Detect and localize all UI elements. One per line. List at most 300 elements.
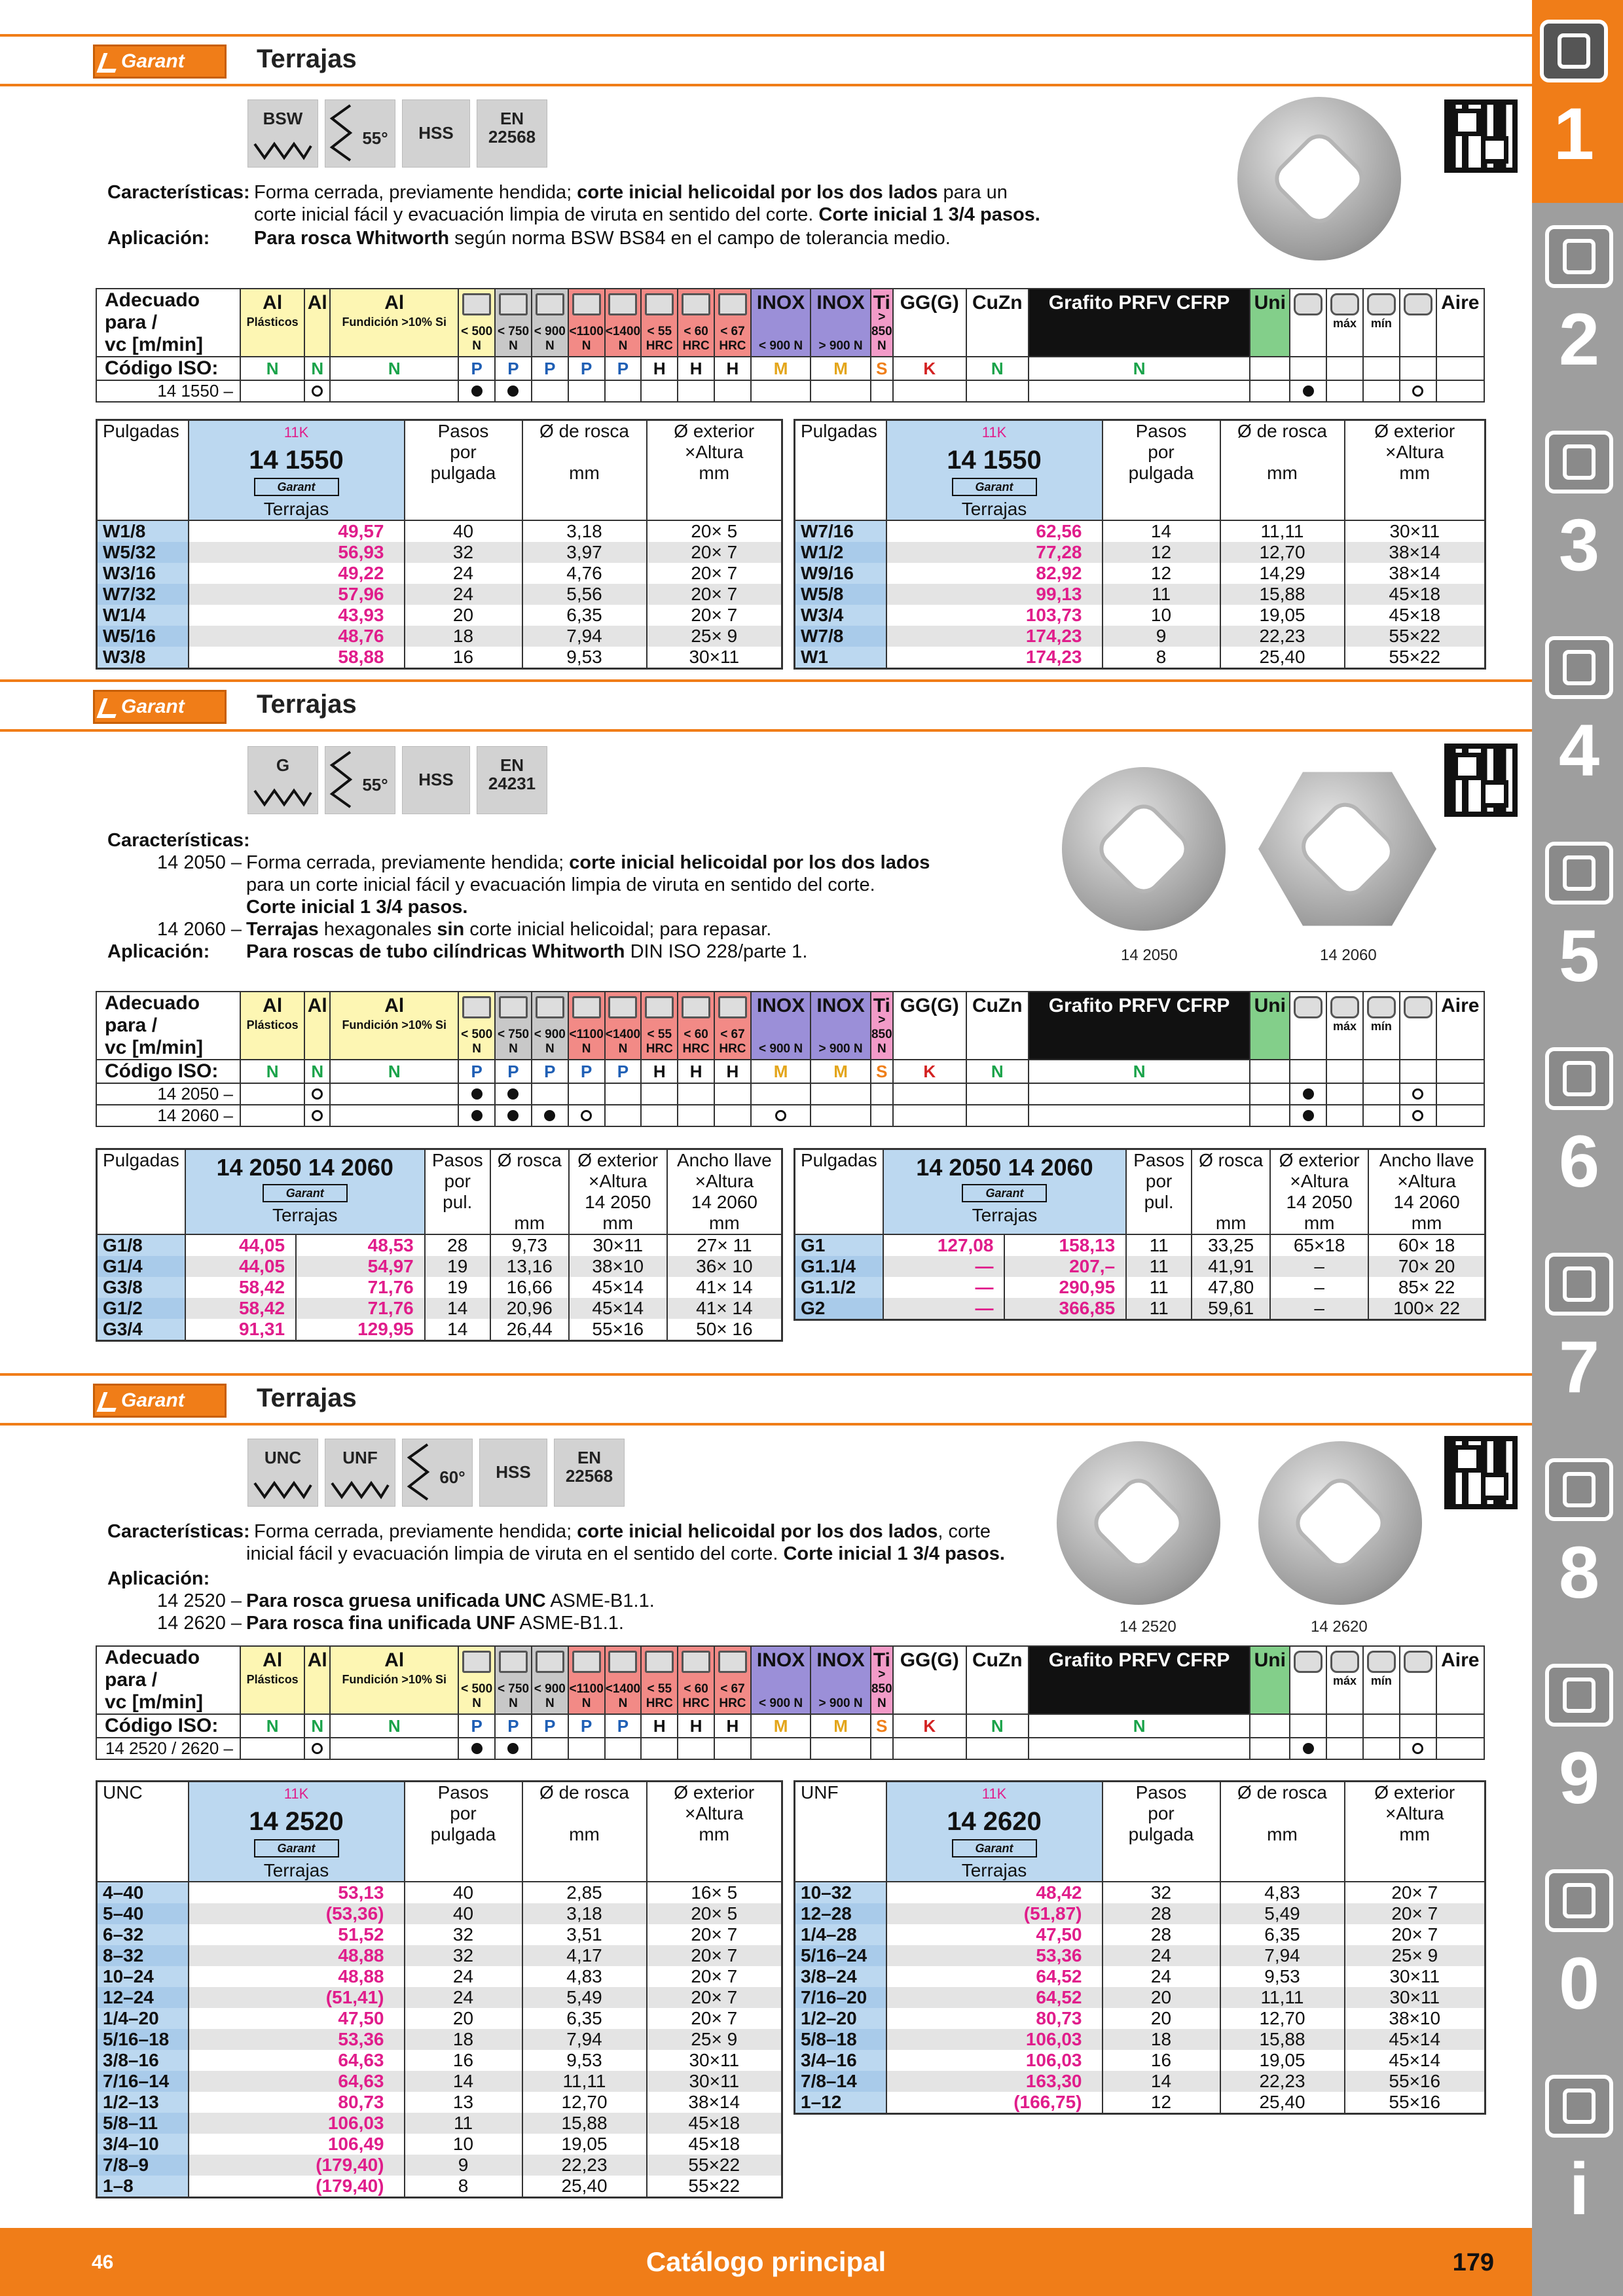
sidebar-chapter-5[interactable] bbox=[1537, 822, 1618, 1025]
col-header-pitch: Pasos por pulgada bbox=[1103, 420, 1220, 521]
iso-code: P bbox=[495, 1060, 532, 1083]
iso-code: H bbox=[641, 1060, 678, 1083]
table-row: G2 — 366,85 11 59,61 – 100× 22 bbox=[795, 1298, 1486, 1320]
section-divider bbox=[0, 34, 1532, 37]
steel-profile-icon bbox=[682, 1651, 710, 1673]
col-header-pitch: Pasos por pulgada bbox=[405, 1782, 522, 1882]
suitability-mark bbox=[678, 1105, 714, 1126]
table-row: 5/8–18 106,03 18 15,88 45×14 bbox=[795, 2029, 1486, 2050]
suitability-mark bbox=[751, 1738, 811, 1759]
iso-code: H bbox=[641, 357, 678, 380]
iso-code: N bbox=[966, 1060, 1029, 1083]
material-col: < 750 N bbox=[495, 1646, 532, 1714]
table-row: W5/8 99,13 11 15,88 45×18 bbox=[795, 584, 1486, 605]
table-row: 12–28 (51,87) 28 5,49 20× 7 bbox=[795, 1903, 1486, 1924]
table-row: G1/2 58,42 71,76 14 20,96 45×14 41× 14 bbox=[97, 1298, 782, 1319]
sidebar-chapter-4[interactable] bbox=[1537, 617, 1618, 819]
round-die-image bbox=[1237, 97, 1401, 260]
table-row: 1/4–20 47,50 20 6,35 20× 7 bbox=[97, 2008, 782, 2029]
col-header-size: Pulgadas bbox=[97, 1149, 185, 1235]
iso-code: N bbox=[966, 357, 1029, 380]
iso-code bbox=[1436, 1060, 1484, 1083]
table-row: W1/2 77,28 12 12,70 38×14 bbox=[795, 542, 1486, 563]
iso-code bbox=[1290, 357, 1326, 380]
suitability-mark bbox=[751, 1105, 811, 1126]
caracteristicas-text-2: para un corte inicial fácil y evacuación limpia de viruta en sentido del corte. bbox=[246, 874, 875, 895]
table-row: 7/16–20 64,52 20 11,11 30×11 bbox=[795, 1987, 1486, 2008]
col-header-diameter: Ø rosca mm bbox=[490, 1149, 569, 1235]
image-caption: 14 2520 bbox=[1120, 1618, 1176, 1636]
iso-code: M bbox=[811, 1060, 870, 1083]
qr-code[interactable] bbox=[1444, 99, 1518, 173]
sidebar-chapter-info[interactable] bbox=[1537, 2055, 1618, 2258]
chapter-number: 9 bbox=[1558, 1737, 1600, 1819]
steel-profile-icon bbox=[536, 996, 564, 1018]
iso-code bbox=[1290, 1060, 1326, 1083]
iso-code: P bbox=[532, 357, 568, 380]
material-col: mín bbox=[1363, 289, 1400, 357]
iso-code: P bbox=[568, 1060, 605, 1083]
coolant-icon bbox=[1404, 1651, 1432, 1673]
aplicacion-text: Para rosca Whitworth según norma BSW BS84 en el campo de tolerancia medio. bbox=[254, 228, 951, 249]
material-col: Al Plásticos bbox=[240, 289, 304, 357]
sidebar-chapter-9[interactable] bbox=[1537, 1644, 1618, 1847]
material-badge-hss: HSS bbox=[402, 746, 470, 814]
material-col bbox=[1400, 289, 1436, 357]
col-header-outer: Ø exterior ×Altura mm bbox=[647, 1782, 782, 1882]
sidebar-chapter-1[interactable] bbox=[1532, 0, 1623, 203]
material-col: < 900 N bbox=[532, 1646, 568, 1714]
suit-label: Adecuado para / vc [m/min] bbox=[96, 1646, 240, 1714]
chapter-icon bbox=[1545, 1253, 1613, 1316]
iso-code: H bbox=[714, 357, 751, 380]
suitability-mark bbox=[568, 380, 605, 402]
material-col: Al Fundición >10% Si bbox=[330, 289, 458, 357]
aplicacion-text: Para rosca gruesa unificada UNC ASME-B1.1. bbox=[246, 1590, 655, 1611]
material-col: Grafito PRFV CFRP bbox=[1029, 992, 1250, 1060]
steel-profile-icon bbox=[682, 996, 710, 1018]
table-row: W9/16 82,92 12 14,29 38×14 bbox=[795, 563, 1486, 584]
suitability-mark bbox=[966, 1738, 1029, 1759]
suitability-mark bbox=[304, 1083, 330, 1105]
suitability-mark bbox=[495, 1083, 532, 1105]
thread-badge-g: G bbox=[247, 746, 318, 814]
material-col: Al bbox=[304, 992, 330, 1060]
iso-code: N bbox=[966, 1714, 1029, 1738]
col-header-size: UNC bbox=[97, 1782, 189, 1882]
suitability-mark bbox=[1250, 1083, 1290, 1105]
steel-profile-icon bbox=[682, 293, 710, 315]
sidebar-chapter-3[interactable] bbox=[1537, 411, 1618, 614]
steel-profile-icon bbox=[499, 996, 528, 1018]
steel-profile-icon bbox=[645, 293, 674, 315]
chapter-number: 8 bbox=[1558, 1532, 1600, 1613]
material-col: < 750 N bbox=[495, 992, 532, 1060]
angle-icon bbox=[328, 751, 354, 808]
table-row: 5/16–18 53,36 18 7,94 25× 9 bbox=[97, 2029, 782, 2050]
sidebar-chapter-2[interactable] bbox=[1537, 206, 1618, 408]
chapter-icon bbox=[1545, 1869, 1613, 1932]
table-row: 5/16–24 53,36 24 7,94 25× 9 bbox=[795, 1945, 1486, 1966]
material-badge-hss: HSS bbox=[479, 1439, 547, 1507]
section-divider bbox=[0, 729, 1532, 732]
table-row: 7/16–14 64,63 14 11,11 30×11 bbox=[97, 2071, 782, 2092]
suitability-mark bbox=[1250, 1738, 1290, 1759]
iso-code: H bbox=[641, 1714, 678, 1738]
steel-profile-icon bbox=[718, 293, 747, 315]
coolant-icon bbox=[1330, 1651, 1359, 1673]
iso-code bbox=[1436, 357, 1484, 380]
coolant-icon bbox=[1404, 996, 1432, 1018]
suitability-mark bbox=[330, 380, 458, 402]
chapter-number: 4 bbox=[1558, 709, 1600, 791]
suit-label: Adecuado para / vc [m/min] bbox=[96, 289, 240, 357]
steel-profile-icon bbox=[718, 996, 747, 1018]
material-col: Al bbox=[304, 1646, 330, 1714]
material-col: Grafito PRFV CFRP bbox=[1029, 1646, 1250, 1714]
chapter-number: 2 bbox=[1558, 298, 1600, 380]
suitability-mark bbox=[1290, 1083, 1326, 1105]
suitability-mark bbox=[1400, 1083, 1436, 1105]
suitability-mark bbox=[240, 1083, 304, 1105]
material-col: máx bbox=[1326, 289, 1363, 357]
product-table-bsw-left bbox=[96, 419, 783, 670]
iso-code: N bbox=[1029, 1714, 1250, 1738]
suitability-mark bbox=[1290, 380, 1326, 402]
col-header-wrench: Ancho llave ×Altura 14 2060 mm bbox=[1368, 1149, 1485, 1235]
suitability-mark bbox=[1436, 1083, 1484, 1105]
qr-code[interactable] bbox=[1444, 1436, 1518, 1509]
suitability-mark bbox=[811, 1105, 870, 1126]
chapter-icon bbox=[1545, 842, 1613, 905]
suitability-mark bbox=[1326, 1083, 1363, 1105]
table-row: 6–32 51,52 32 3,51 20× 7 bbox=[97, 1924, 782, 1945]
col-header-wrench: Ancho llave ×Altura 14 2060 mm bbox=[667, 1149, 782, 1235]
suitability-mark bbox=[1400, 380, 1436, 402]
coolant-icon bbox=[1330, 293, 1359, 315]
iso-code bbox=[1363, 1714, 1400, 1738]
suitability-mark bbox=[532, 1105, 568, 1126]
chapter-number: 7 bbox=[1558, 1326, 1600, 1408]
col-header-diameter: Ø de rosca mm bbox=[1220, 420, 1345, 521]
material-col: < 67 HRC bbox=[714, 289, 751, 357]
caracteristicas-line: 14 2060 – bbox=[157, 919, 242, 940]
suitability-mark bbox=[1250, 1105, 1290, 1126]
material-col: <1100 N bbox=[568, 289, 605, 357]
coolant-icon bbox=[1330, 996, 1359, 1018]
table-row: 1/4–28 47,50 28 6,35 20× 7 bbox=[795, 1924, 1486, 1945]
table-row: 5–40 (53,36) 40 3,18 20× 5 bbox=[97, 1903, 782, 1924]
sidebar-chapter-6[interactable] bbox=[1537, 1028, 1618, 1230]
suitability-mark bbox=[605, 1105, 642, 1126]
col-header-pitch: Pasos por pulgada bbox=[1103, 1782, 1220, 1882]
suitability-mark bbox=[1326, 380, 1363, 402]
material-col: <1400 N bbox=[605, 992, 642, 1060]
iso-code: P bbox=[605, 1714, 642, 1738]
product-table-bsw-right bbox=[793, 419, 1486, 670]
image-caption: 14 2620 bbox=[1311, 1618, 1368, 1636]
suitability-mark bbox=[893, 1083, 966, 1105]
iso-code: P bbox=[495, 1714, 532, 1738]
suitability-mark bbox=[714, 380, 751, 402]
steel-profile-icon bbox=[608, 293, 637, 315]
iso-code: P bbox=[532, 1714, 568, 1738]
iso-code: P bbox=[532, 1060, 568, 1083]
material-col bbox=[1290, 289, 1326, 357]
qr-code[interactable] bbox=[1444, 744, 1518, 817]
material-badge-hss: HSS bbox=[402, 99, 470, 168]
col-header-outer: Ø exterior ×Altura 14 2050 mm bbox=[1270, 1149, 1368, 1235]
col-header-size: Pulgadas bbox=[97, 420, 189, 521]
iso-code: K bbox=[893, 357, 966, 380]
caracteristicas-label: Características: bbox=[107, 182, 250, 203]
suitability-mark bbox=[1400, 1105, 1436, 1126]
garant-logo: Garant bbox=[93, 690, 227, 724]
article-code: 14 2050 – bbox=[96, 1083, 240, 1105]
table-row: W3/8 58,88 16 9,53 30×11 bbox=[97, 647, 782, 669]
material-col: Aire bbox=[1436, 992, 1484, 1060]
aplicacion-line: 14 2520 – bbox=[157, 1590, 242, 1611]
suitability-mark bbox=[458, 380, 495, 402]
thread-profile-icon bbox=[253, 787, 312, 807]
suitability-mark bbox=[568, 1083, 605, 1105]
col-header-diameter: Ø de rosca mm bbox=[522, 420, 647, 521]
suitability-mark bbox=[893, 380, 966, 402]
suit-label: Adecuado para / vc [m/min] bbox=[96, 992, 240, 1060]
footer-bar bbox=[0, 2228, 1532, 2296]
material-col: Aire bbox=[1436, 289, 1484, 357]
suitability-mark bbox=[304, 1738, 330, 1759]
iso-code: N bbox=[240, 1714, 304, 1738]
material-col: mín bbox=[1363, 992, 1400, 1060]
material-col: INOX > 900 N bbox=[811, 289, 870, 357]
material-col: < 55 HRC bbox=[641, 992, 678, 1060]
suitability-mark bbox=[678, 380, 714, 402]
iso-code: S bbox=[871, 1060, 893, 1083]
suitability-mark bbox=[1029, 1083, 1250, 1105]
coolant-icon bbox=[1294, 996, 1322, 1018]
caracteristicas-text-2: corte inicial fácil y evacuación limpia de viruta en sentido del corte. Corte inicial 1 3/4 pasos. bbox=[254, 204, 1040, 225]
iso-code: S bbox=[871, 1714, 893, 1738]
section-header-g bbox=[0, 683, 1532, 729]
suitability-mark bbox=[641, 1083, 678, 1105]
material-col: < 900 N bbox=[532, 289, 568, 357]
chapter-icon bbox=[1540, 20, 1608, 82]
table-row: 10–32 48,42 32 4,83 20× 7 bbox=[795, 1882, 1486, 1903]
material-col bbox=[1290, 1646, 1326, 1714]
sidebar-chapter-8[interactable] bbox=[1537, 1439, 1618, 1641]
chapter-number: 0 bbox=[1558, 1943, 1600, 2024]
suitability-mark bbox=[605, 380, 642, 402]
iso-code bbox=[1363, 1060, 1400, 1083]
suitability-mark bbox=[811, 1083, 870, 1105]
iso-code: P bbox=[568, 1714, 605, 1738]
material-col: GG(G) bbox=[893, 1646, 966, 1714]
suitability-mark bbox=[871, 380, 893, 402]
iso-code: P bbox=[458, 357, 495, 380]
caracteristicas-text-4: Terrajas hexagonales sin corte inicial helicoidal; para repasar. bbox=[246, 919, 772, 940]
material-col: < 60 HRC bbox=[678, 992, 714, 1060]
suitability-mark bbox=[240, 1738, 304, 1759]
table-row: G1/8 44,05 48,53 28 9,73 30×11 27× 11 bbox=[97, 1234, 782, 1256]
suitability-mark bbox=[458, 1738, 495, 1759]
steel-profile-icon bbox=[608, 996, 637, 1018]
steel-profile-icon bbox=[645, 996, 674, 1018]
page-number-left: 46 bbox=[92, 2251, 114, 2273]
iso-code: N bbox=[304, 357, 330, 380]
article-code: 14 1550 – bbox=[96, 380, 240, 402]
angle-badge: 55° bbox=[325, 746, 395, 814]
standard-badge: EN 22568 bbox=[554, 1439, 625, 1507]
suitability-mark bbox=[811, 380, 870, 402]
material-col: Ti > 850 N bbox=[871, 289, 893, 357]
col-header-diameter: Ø de rosca mm bbox=[1220, 1782, 1345, 1882]
standard-badge: EN 22568 bbox=[477, 99, 547, 168]
thread-profile-icon bbox=[253, 1480, 312, 1499]
chapter-sidebar bbox=[1532, 0, 1623, 2296]
chapter-number: 5 bbox=[1558, 915, 1600, 997]
suitability-mark bbox=[1029, 380, 1250, 402]
iso-code: P bbox=[495, 357, 532, 380]
table-row: W3/4 103,73 10 19,05 45×18 bbox=[795, 605, 1486, 626]
table-row: G3/8 58,42 71,76 19 16,66 45×14 41× 14 bbox=[97, 1277, 782, 1298]
suitability-mark bbox=[751, 380, 811, 402]
product-table-unc bbox=[96, 1780, 783, 2198]
angle-icon bbox=[405, 1443, 431, 1501]
suitability-mark bbox=[1290, 1105, 1326, 1126]
iso-code bbox=[1250, 1060, 1290, 1083]
aplicacion-text: Para roscas de tubo cilíndricas Whitworth DIN ISO 228/parte 1. bbox=[246, 941, 808, 962]
material-col: < 60 HRC bbox=[678, 289, 714, 357]
iso-code: N bbox=[330, 357, 458, 380]
image-caption: 14 2060 bbox=[1320, 946, 1377, 964]
suitability-mark bbox=[240, 380, 304, 402]
iso-code: M bbox=[751, 357, 811, 380]
iso-label: Código ISO: bbox=[96, 357, 240, 380]
material-col: CuZn bbox=[966, 289, 1029, 357]
section-title: Terrajas bbox=[257, 45, 357, 73]
material-col: Aire bbox=[1436, 1646, 1484, 1714]
steel-profile-icon bbox=[536, 293, 564, 315]
material-col: < 67 HRC bbox=[714, 1646, 751, 1714]
material-col: máx bbox=[1326, 1646, 1363, 1714]
chapter-icon bbox=[1545, 2075, 1613, 2138]
section-divider bbox=[0, 1423, 1532, 1426]
iso-code bbox=[1250, 357, 1290, 380]
section-title: Terrajas bbox=[257, 690, 357, 719]
table-row: 1–8 (179,40) 8 25,40 55×22 bbox=[97, 2176, 782, 2198]
iso-code: N bbox=[304, 1714, 330, 1738]
iso-code: N bbox=[240, 1060, 304, 1083]
chapter-icon bbox=[1545, 225, 1613, 288]
iso-code bbox=[1290, 1714, 1326, 1738]
suitability-mark bbox=[871, 1105, 893, 1126]
iso-code: K bbox=[893, 1714, 966, 1738]
table-row: 8–32 48,88 32 4,17 20× 7 bbox=[97, 1945, 782, 1966]
iso-label: Código ISO: bbox=[96, 1714, 240, 1738]
col-header-size: Pulgadas bbox=[795, 420, 886, 521]
catalog-title: Catálogo principal bbox=[646, 2246, 886, 2277]
aplicacion-label: Aplicación: bbox=[107, 1568, 210, 1589]
coolant-icon bbox=[1294, 293, 1322, 315]
table-row: 4–40 53,13 40 2,85 16× 5 bbox=[97, 1882, 782, 1903]
table-row: W7/32 57,96 24 5,56 20× 7 bbox=[97, 584, 782, 605]
chapter-icon bbox=[1545, 1047, 1613, 1110]
table-row: 3/8–16 64,63 16 9,53 30×11 bbox=[97, 2050, 782, 2071]
standard-badge: EN 24231 bbox=[477, 746, 547, 814]
material-col bbox=[1400, 1646, 1436, 1714]
steel-profile-icon bbox=[536, 1651, 564, 1673]
table-row: W5/32 56,93 32 3,97 20× 7 bbox=[97, 542, 782, 563]
suitability-mark bbox=[1250, 380, 1290, 402]
suitability-mark bbox=[1290, 1738, 1326, 1759]
material-col: < 900 N bbox=[532, 992, 568, 1060]
suitability-table-2 bbox=[96, 991, 1485, 1127]
aplicacion-line: 14 2620 – bbox=[157, 1613, 242, 1634]
suitability-mark bbox=[871, 1083, 893, 1105]
suitability-mark bbox=[751, 1083, 811, 1105]
suitability-mark bbox=[641, 1738, 678, 1759]
article-code: 14 2520 / 2620 – bbox=[96, 1738, 240, 1759]
iso-code: S bbox=[871, 357, 893, 380]
chapter-icon bbox=[1545, 1458, 1613, 1521]
suitability-mark bbox=[811, 1738, 870, 1759]
table-row: W7/8 174,23 9 22,23 55×22 bbox=[795, 626, 1486, 647]
iso-code bbox=[1363, 357, 1400, 380]
coolant-icon bbox=[1294, 1651, 1322, 1673]
material-col: < 750 N bbox=[495, 289, 532, 357]
angle-icon bbox=[328, 104, 354, 162]
angle-badge: 60° bbox=[402, 1439, 473, 1507]
steel-profile-icon bbox=[572, 996, 601, 1018]
material-col: Uni bbox=[1250, 289, 1290, 357]
suitability-mark bbox=[532, 1738, 568, 1759]
steel-profile-icon bbox=[608, 1651, 637, 1673]
iso-code: M bbox=[751, 1714, 811, 1738]
iso-code: H bbox=[678, 357, 714, 380]
col-header-price: 11K 14 1550 Garant Terrajas bbox=[886, 420, 1103, 521]
material-col: < 55 HRC bbox=[641, 1646, 678, 1714]
suitability-mark bbox=[893, 1105, 966, 1126]
table-row: 12–24 (51,41) 24 5,49 20× 7 bbox=[97, 1987, 782, 2008]
suitability-mark bbox=[1326, 1105, 1363, 1126]
suitability-mark bbox=[240, 1105, 304, 1126]
table-row: G1.1/2 — 290,95 11 47,80 – 85× 22 bbox=[795, 1277, 1486, 1298]
suitability-mark bbox=[1436, 1738, 1484, 1759]
iso-code bbox=[1326, 1714, 1363, 1738]
table-row: G1.1/4 — 207,– 11 41,91 – 70× 20 bbox=[795, 1256, 1486, 1277]
material-col: GG(G) bbox=[893, 992, 966, 1060]
iso-code: M bbox=[811, 1714, 870, 1738]
sidebar-chapter-0[interactable] bbox=[1537, 1850, 1618, 2053]
col-header-price: 14 2050 14 2060 Garant Terrajas bbox=[185, 1149, 425, 1235]
material-col: <1400 N bbox=[605, 289, 642, 357]
caracteristicas-text: Forma cerrada, previamente hendida; corte inicial helicoidal por los dos lados para un bbox=[254, 182, 1008, 203]
section-divider bbox=[0, 1373, 1532, 1376]
caracteristicas-text: Forma cerrada, previamente hendida; corte inicial helicoidal por los dos lados, corte bbox=[254, 1521, 991, 1542]
chapter-icon bbox=[1545, 431, 1613, 493]
col-header-size: UNF bbox=[795, 1782, 886, 1882]
suitability-mark bbox=[1436, 380, 1484, 402]
section-divider bbox=[0, 679, 1532, 682]
coolant-icon bbox=[1404, 293, 1432, 315]
caracteristicas-label: Características: bbox=[107, 1521, 250, 1542]
sidebar-chapter-7[interactable] bbox=[1537, 1233, 1618, 1436]
table-row: 5/8–11 106,03 11 15,88 45×18 bbox=[97, 2113, 782, 2134]
suitability-table-3 bbox=[96, 1645, 1485, 1760]
iso-code: N bbox=[240, 357, 304, 380]
section-header-unc-unf bbox=[0, 1377, 1532, 1423]
